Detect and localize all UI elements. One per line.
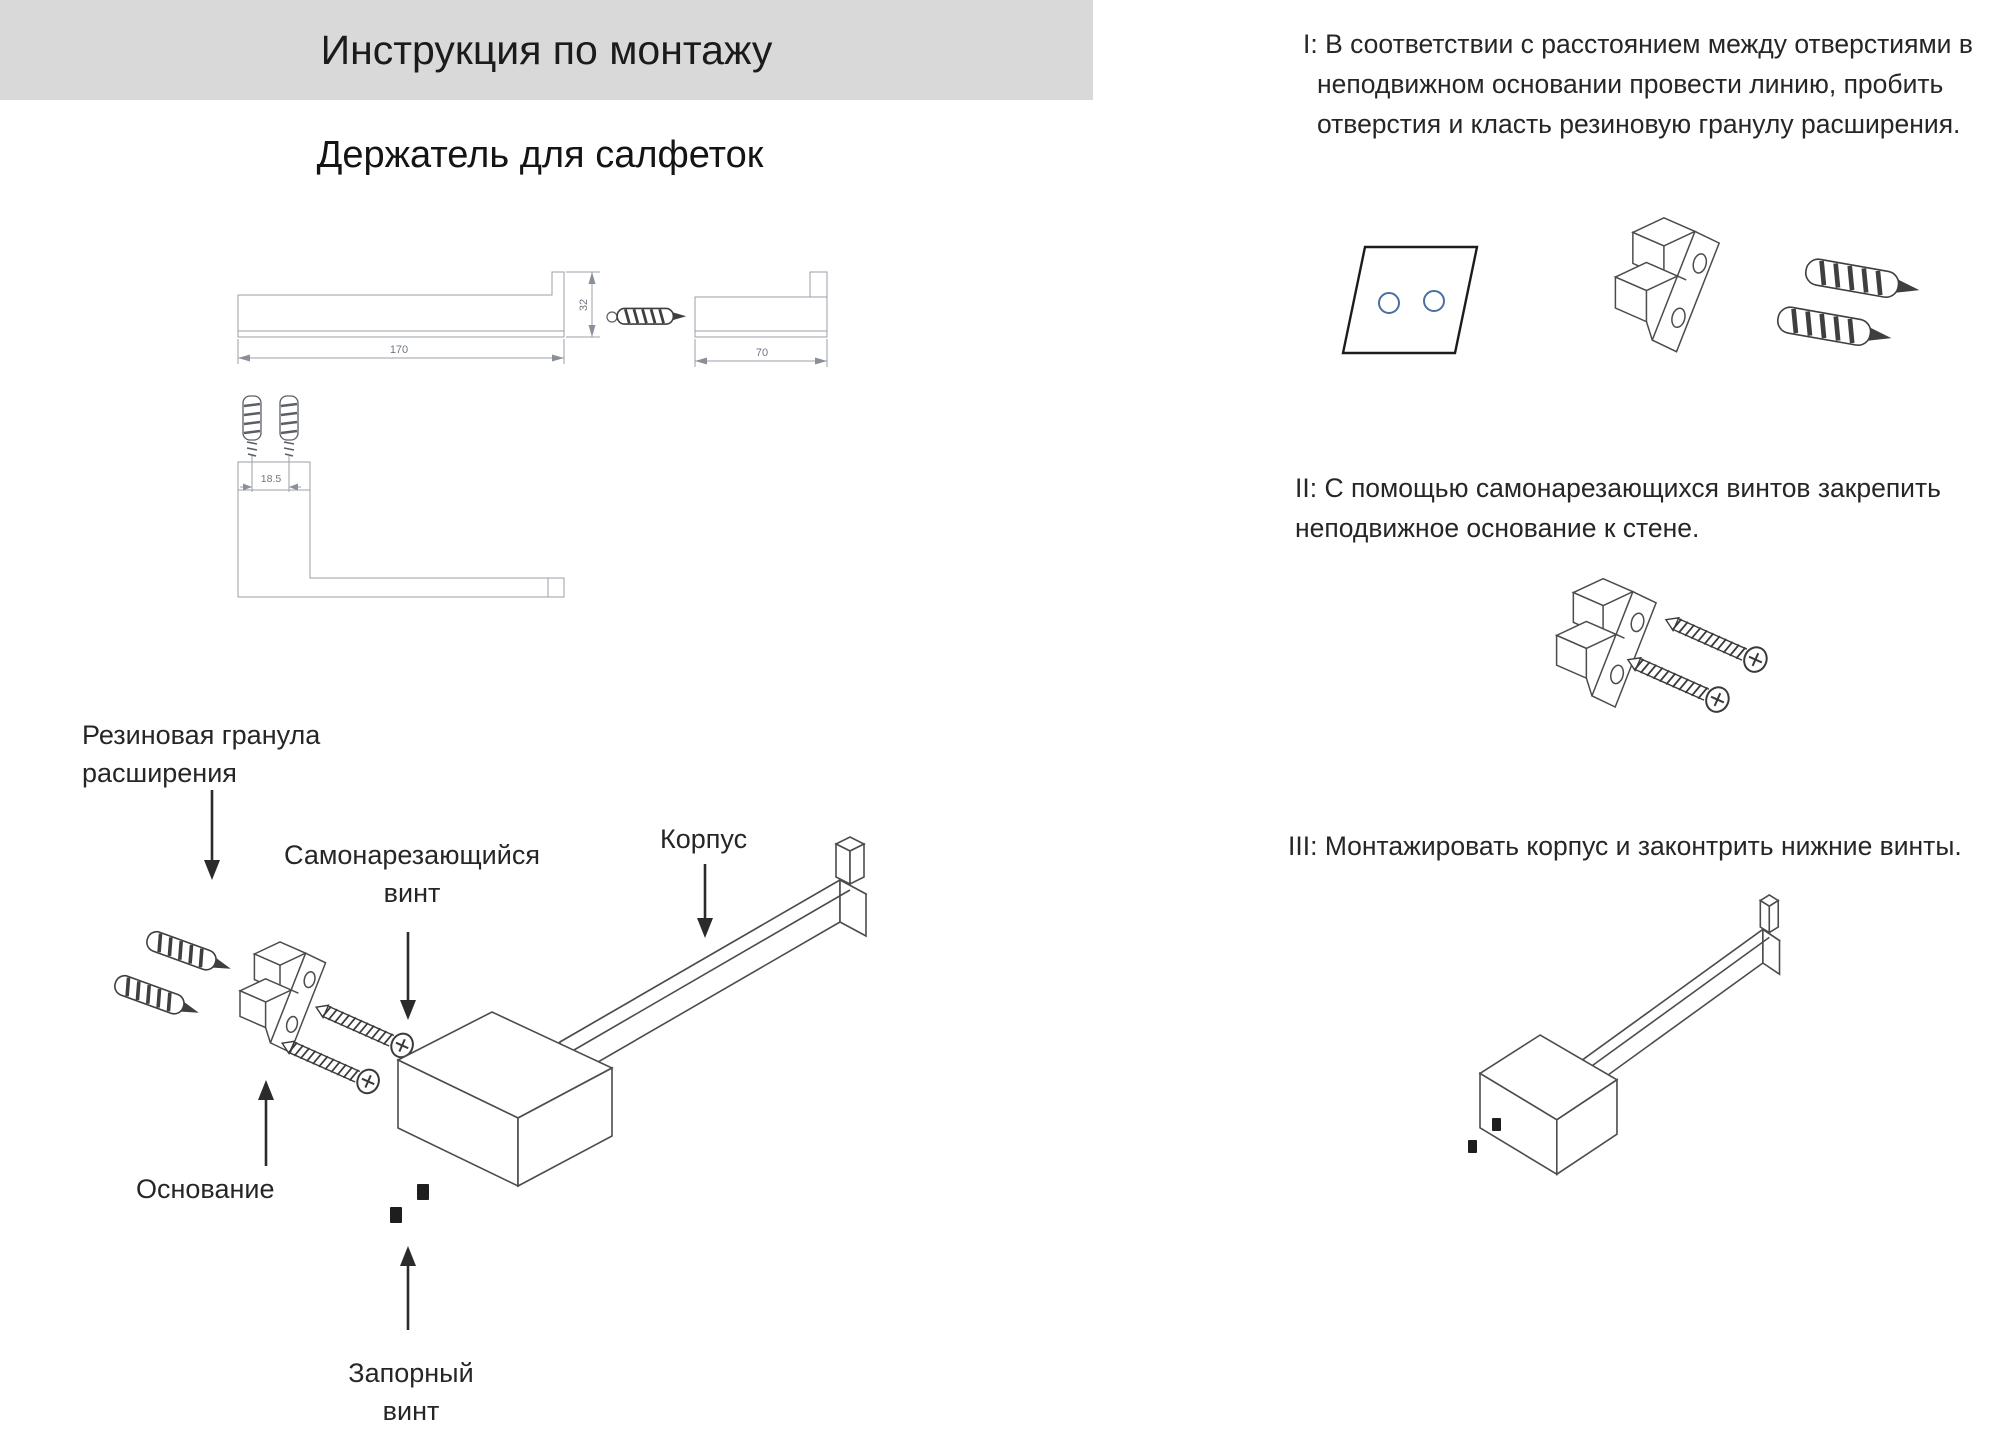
set-screw-icon <box>417 1184 429 1200</box>
header-bar <box>0 0 1093 100</box>
step-1-text: I: В соответствии с расстоянием между отверстиями в неподвижном основании провести линию, пробить отверстия и класть резиновую гранулу расширения. <box>1303 29 1973 139</box>
drill-hole-icon <box>1379 293 1399 313</box>
side-view-drawing <box>210 250 630 380</box>
label-set-screw: Запорный винт <box>348 1358 474 1426</box>
hole-spacing-dimension: 18.5 <box>260 473 282 485</box>
page-title: Инструкция по монтажу <box>320 26 773 73</box>
holder-body-icon <box>1480 895 1780 1174</box>
set-screw-icon <box>1492 1118 1501 1131</box>
step-3-text: III: Монтажировать корпус и законтрить нижние винты. <box>1288 831 1962 861</box>
label-body: Корпус <box>660 824 748 854</box>
label-self-tapping-screw: Самонарезающийся винт <box>284 840 540 908</box>
self-tapping-screw-icon <box>277 1032 382 1096</box>
self-tapping-screw-icon <box>1661 608 1771 675</box>
step-3-diagram <box>1360 880 1860 1220</box>
end-view-drawing <box>600 255 860 380</box>
rubber-anchor-icon <box>1804 257 1922 303</box>
depth-dimension: 70 <box>755 347 769 359</box>
rubber-anchor-icon <box>144 929 234 978</box>
product-name: Держатель для салфеток <box>316 134 764 176</box>
drilling-template-icon <box>1343 247 1477 353</box>
drill-hole-icon <box>1424 291 1444 311</box>
step-2-diagram <box>1500 570 1940 770</box>
set-screw-icon <box>390 1207 402 1223</box>
label-base: Основание <box>136 1174 275 1204</box>
label-rubber-anchor: Резиновая гранула расширения <box>82 720 321 788</box>
self-tapping-screw-icon <box>311 996 416 1060</box>
base-block-icon <box>1615 218 1719 352</box>
top-view-drawing <box>215 385 585 615</box>
rubber-anchor-icon <box>112 973 202 1022</box>
length-dimension: 170 <box>389 344 409 356</box>
set-screw-icon <box>1468 1140 1477 1153</box>
base-block-icon <box>240 942 326 1052</box>
height-dimension: 32 <box>578 298 590 312</box>
base-block-icon <box>1557 579 1657 707</box>
step-2-text: II: С помощью самонарезающихся винтов закрепить неподвижное основание к стене. <box>1295 473 1941 543</box>
self-tapping-screw-icon <box>1623 648 1733 715</box>
rubber-anchor-icon <box>1776 305 1894 351</box>
step-1-diagram <box>1320 205 1980 425</box>
